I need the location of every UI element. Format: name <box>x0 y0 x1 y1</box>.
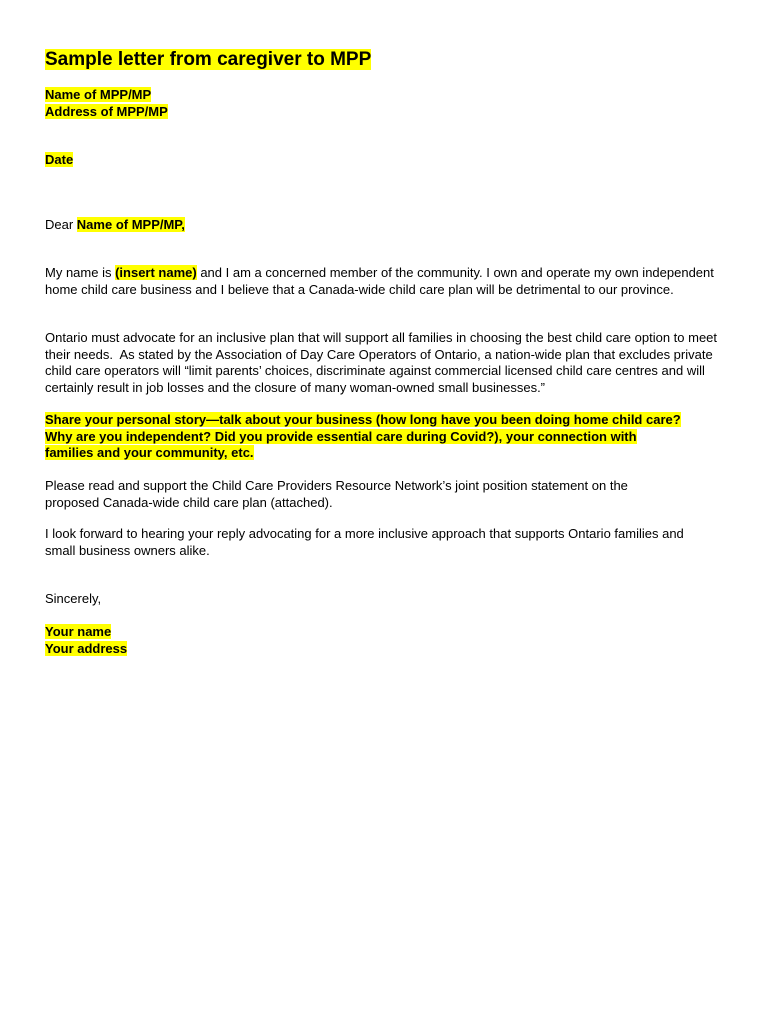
paragraph-introduction-end: and I am a concerned member of the community. I own and operate my own independent home child care business and I believe that a Canada-wide child care plan will be detrimental to our province. <box>45 265 718 297</box>
paragraph-introduction <box>45 265 730 298</box>
salutation-name: Name of MPP/MP, <box>76 217 185 232</box>
recipient-block <box>45 87 730 120</box>
recipient-name: Name of MPP/MP <box>45 87 152 102</box>
personal-story-line-2: Why are you independent? Did you provide essential care during Covid?), your connection with <box>45 428 637 444</box>
signature-address: Your address <box>45 640 128 656</box>
letter-title-text: Sample letter from caregiver to MPP <box>45 49 372 70</box>
salutation <box>45 217 730 234</box>
paragraph-position-statement-text: Please read and support the Child Care Providers Resource Network’s joint position statement on the proposed Canada-wide child care plan (attached). <box>45 478 628 510</box>
personal-story-line-3: families and your community, etc. <box>45 445 254 460</box>
date-block <box>45 152 730 169</box>
paragraph-introduction-start: My name is <box>45 265 116 280</box>
paragraph-advocacy-text: Ontario must advocate for an inclusive plan that will support all families in choosing the best child care option to meet their needs. As stated by the Association of Day Care Operators of Ontario, a nation-wide plan that excludes private child care operators will “limit parents’ choices, discriminate against commercial licensed child care centres and will certainly result in job losses and the closure of many woman-owned small businesses.” <box>45 330 721 395</box>
paragraph-personal-story <box>45 412 735 462</box>
paragraph-closing-request <box>45 526 715 559</box>
paragraph-closing-request-text: I look forward to hearing your reply advocating for a more inclusive approach that supports Ontario families and small business owners alike. <box>45 526 684 558</box>
letter-title <box>45 47 371 73</box>
personal-story-line-1: Share your personal story—talk about your business (how long have you been doing home child care? <box>45 412 681 427</box>
letter-date: Date <box>45 152 74 167</box>
recipient-address: Address of MPP/MP <box>45 103 168 119</box>
signature-name: Your name <box>45 624 112 639</box>
insert-name-placeholder: (insert name) <box>115 265 197 280</box>
signature-block <box>45 624 730 657</box>
closing-text: Sincerely, <box>45 591 102 606</box>
salutation-prefix: Dear <box>45 217 77 232</box>
paragraph-position-statement <box>45 478 685 511</box>
closing <box>45 591 730 608</box>
paragraph-advocacy <box>45 330 730 396</box>
